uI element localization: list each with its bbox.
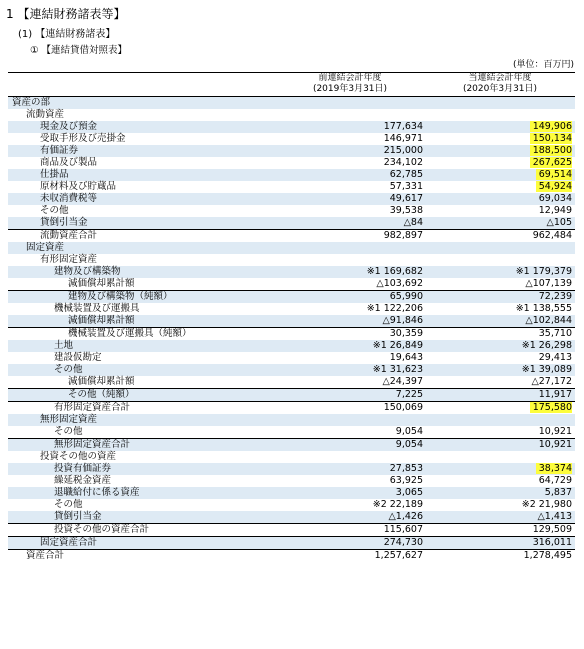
row-label: 機械装置及び運搬具 xyxy=(54,303,140,314)
table-row xyxy=(8,145,575,157)
curr-year-value: △105 xyxy=(546,217,572,228)
curr-year-value: 69,034 xyxy=(538,193,572,204)
table-row xyxy=(8,290,575,303)
table-row xyxy=(8,133,575,145)
highlighted-value: 69,514 xyxy=(536,169,572,180)
table-row xyxy=(8,536,575,549)
row-label: 繰延税金資産 xyxy=(54,475,112,486)
prev-year-value: 146,971 xyxy=(383,133,423,144)
row-label: 投資その他の資産合計 xyxy=(54,524,150,535)
prev-year-value: 39,538 xyxy=(389,205,423,216)
curr-year-value: ※1 138,555 xyxy=(515,303,572,314)
curr-year-value: 11,917 xyxy=(538,389,572,400)
prev-year-value: ※1 31,623 xyxy=(372,364,423,375)
row-label: 貸倒引当金 xyxy=(40,217,88,228)
prev-year-value: 65,990 xyxy=(389,291,423,302)
curr-year-value: △27,172 xyxy=(531,376,572,387)
row-label: 退職給付に係る資産 xyxy=(54,487,140,498)
prev-year-value: △91,846 xyxy=(382,315,423,326)
table-row xyxy=(8,278,575,290)
curr-year-value: 5,837 xyxy=(544,487,572,498)
prev-year-value: 177,634 xyxy=(383,121,423,132)
prev-year-value: △103,692 xyxy=(376,278,423,289)
curr-year-value: 10,921 xyxy=(538,439,572,450)
row-label: 受取手形及び売掛金 xyxy=(40,133,126,144)
table-row xyxy=(8,229,575,242)
curr-year-value xyxy=(432,133,572,145)
prev-year-value: 1,257,627 xyxy=(374,550,423,561)
prev-year-value: 63,925 xyxy=(389,475,423,486)
row-label: その他 xyxy=(54,426,83,437)
prev-year-value: 3,065 xyxy=(395,487,423,498)
curr-year-value xyxy=(432,463,572,475)
curr-year-value: ※2 21,980 xyxy=(521,499,572,510)
table-row xyxy=(8,121,575,133)
row-label: その他（純額） xyxy=(68,389,135,400)
column-header-previous xyxy=(280,73,420,97)
row-label: 減価償却累計額 xyxy=(68,278,135,289)
row-label: 投資有価証券 xyxy=(54,463,112,474)
row-label: 仕掛品 xyxy=(40,169,69,180)
curr-year-value: 1,278,495 xyxy=(523,550,572,561)
row-label: 建物及び構築物（純額） xyxy=(68,291,173,302)
row-label: その他 xyxy=(54,499,83,510)
table-row xyxy=(8,315,575,327)
row-label: 土地 xyxy=(54,340,74,351)
prev-year-value: 115,607 xyxy=(383,524,423,535)
table-row xyxy=(8,401,575,414)
subsection-heading: (1) 【連結財務諸表】 xyxy=(18,29,116,40)
table-row xyxy=(8,487,575,499)
table-row xyxy=(8,352,575,364)
section-heading: 1 【連結財務諸表等】 xyxy=(6,7,126,21)
prev-year-value: ※1 26,849 xyxy=(372,340,423,351)
curr-year-value: 129,509 xyxy=(532,524,572,535)
prev-year-value: 30,359 xyxy=(389,328,423,339)
table-row xyxy=(8,451,575,463)
row-label: 未収消費税等 xyxy=(40,193,98,204)
curr-year-value: 29,413 xyxy=(538,352,572,363)
statement-title: ① 【連結貸借対照表】 xyxy=(30,45,128,56)
row-label: 固定資産合計 xyxy=(40,537,98,548)
prev-year-value: △1,426 xyxy=(388,511,423,522)
prev-year-value: △84 xyxy=(403,217,423,228)
row-label: 減価償却累計額 xyxy=(68,376,135,387)
prev-year-value: ※2 22,189 xyxy=(372,499,423,510)
prev-year-value: 215,000 xyxy=(383,145,423,156)
prev-year-value: 234,102 xyxy=(383,157,423,168)
curr-year-value: 72,239 xyxy=(538,291,572,302)
curr-year-value xyxy=(432,402,572,414)
curr-year-value: 64,729 xyxy=(538,475,572,486)
row-label: 建物及び構築物 xyxy=(54,266,121,277)
prev-period-label: 前連結会計年度 xyxy=(318,73,382,83)
column-header-current xyxy=(430,73,570,97)
prev-year-value: ※1 169,682 xyxy=(366,266,423,277)
unit-label: (単位：百万円) xyxy=(512,60,574,70)
balance-sheet-table xyxy=(8,97,575,562)
row-label: 機械装置及び運搬具（純額） xyxy=(68,328,192,339)
row-label: 貸倒引当金 xyxy=(54,511,102,522)
prev-year-value: 9,054 xyxy=(395,439,423,450)
table-row xyxy=(8,97,575,109)
prev-year-value: 27,853 xyxy=(389,463,423,474)
row-label: その他 xyxy=(40,205,69,216)
prev-year-value: ※1 122,206 xyxy=(366,303,423,314)
highlighted-value: 150,134 xyxy=(530,133,572,144)
curr-year-value: 10,921 xyxy=(538,426,572,437)
curr-year-value: 12,949 xyxy=(538,205,572,216)
table-row xyxy=(8,499,575,511)
table-row xyxy=(8,242,575,254)
table-row xyxy=(8,205,575,217)
table-row xyxy=(8,254,575,266)
row-label: 資産合計 xyxy=(26,550,65,561)
curr-period-date: (2020年3月31日) xyxy=(462,84,538,94)
table-row xyxy=(8,549,575,562)
row-label: 原材料及び貯蔵品 xyxy=(40,181,117,192)
table-row xyxy=(8,193,575,205)
table-row xyxy=(8,475,575,487)
row-label: 建設仮勘定 xyxy=(54,352,102,363)
row-label: 投資その他の資産 xyxy=(40,451,117,462)
table-row xyxy=(8,438,575,451)
curr-year-value: 962,484 xyxy=(532,230,572,241)
table-row xyxy=(8,511,575,523)
highlighted-value: 38,374 xyxy=(536,463,572,474)
highlighted-value: 175,580 xyxy=(530,402,572,413)
table-row xyxy=(8,303,575,315)
highlighted-value: 149,906 xyxy=(530,121,572,132)
row-label: 無形固定資産合計 xyxy=(54,439,131,450)
prev-year-value: 19,643 xyxy=(389,352,423,363)
curr-year-value: ※1 26,298 xyxy=(521,340,572,351)
prev-year-value: 7,225 xyxy=(395,389,423,400)
curr-year-value: △1,413 xyxy=(537,511,572,522)
prev-year-value: 274,730 xyxy=(383,537,423,548)
row-label: 無形固定資産 xyxy=(40,414,98,425)
prev-year-value: 9,054 xyxy=(395,426,423,437)
table-row xyxy=(8,426,575,438)
row-label: その他 xyxy=(54,364,83,375)
table-row xyxy=(8,327,575,340)
row-label: 有価証券 xyxy=(40,145,79,156)
prev-year-value: 57,331 xyxy=(389,181,423,192)
curr-year-value: △102,844 xyxy=(525,315,572,326)
row-label: 資産の部 xyxy=(12,97,51,108)
row-label: 流動資産 xyxy=(26,109,65,120)
table-row xyxy=(8,376,575,388)
prev-year-value: △24,397 xyxy=(382,376,423,387)
prev-year-value: 150,069 xyxy=(383,402,423,413)
row-label: 有形固定資産 xyxy=(40,254,98,265)
table-row xyxy=(8,157,575,169)
curr-period-label: 当連結会計年度 xyxy=(468,73,532,83)
prev-year-value: 982,897 xyxy=(383,230,423,241)
row-label: 有形固定資産合計 xyxy=(54,402,131,413)
highlighted-value: 188,500 xyxy=(530,145,572,156)
prev-period-date: (2019年3月31日) xyxy=(312,84,388,94)
table-row xyxy=(8,109,575,121)
table-row xyxy=(8,266,575,278)
curr-year-value xyxy=(432,181,572,193)
curr-year-value xyxy=(432,157,572,169)
row-label: 固定資産 xyxy=(26,242,65,253)
row-label: 現金及び預金 xyxy=(40,121,98,132)
table-row xyxy=(8,217,575,229)
curr-year-value: ※1 39,089 xyxy=(521,364,572,375)
table-row xyxy=(8,388,575,401)
table-row xyxy=(8,181,575,193)
curr-year-value: 35,710 xyxy=(538,328,572,339)
row-label: 減価償却累計額 xyxy=(68,315,135,326)
curr-year-value xyxy=(432,169,572,181)
curr-year-value: △107,139 xyxy=(525,278,572,289)
curr-year-value: 316,011 xyxy=(532,537,572,548)
table-row xyxy=(8,523,575,536)
table-row xyxy=(8,414,575,426)
prev-year-value: 62,785 xyxy=(389,169,423,180)
row-label: 商品及び製品 xyxy=(40,157,98,168)
curr-year-value: ※1 179,379 xyxy=(515,266,572,277)
highlighted-value: 54,924 xyxy=(536,181,572,192)
table-row xyxy=(8,169,575,181)
table-row xyxy=(8,463,575,475)
highlighted-value: 267,625 xyxy=(530,157,572,168)
curr-year-value xyxy=(432,121,572,133)
table-row xyxy=(8,364,575,376)
curr-year-value xyxy=(432,145,572,157)
table-row xyxy=(8,340,575,352)
row-label: 流動資産合計 xyxy=(40,230,98,241)
prev-year-value: 49,617 xyxy=(389,193,423,204)
